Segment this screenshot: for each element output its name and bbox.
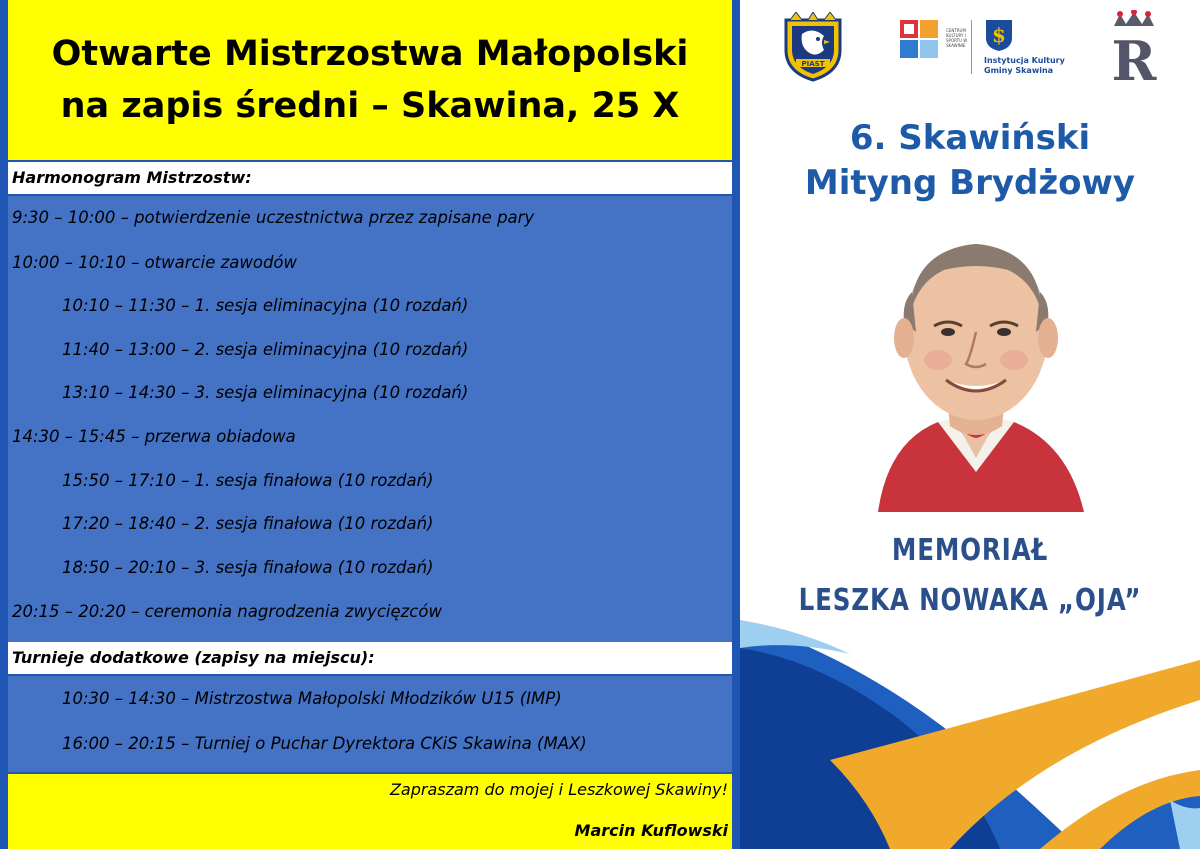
r-crest-icon: [1106, 10, 1162, 86]
ik-label-line-2: Gminy Skawina: [984, 66, 1054, 75]
signature-text: Marcin Kuflowski: [574, 821, 728, 840]
schedule-item: 20:15 – 20:20 – ceremonia nagrodzenia zwycięzców: [12, 602, 442, 621]
ckis-logo-icon: [898, 18, 974, 78]
extra-list: [8, 676, 732, 772]
schedule-header: Harmonogram Mistrzostw:: [8, 162, 732, 194]
mityng-heading-line-1: 6. Skawiński: [849, 118, 1091, 158]
schedule-item: 13:10 – 14:30 – 3. sesja eliminacyjna (10 rozdań): [62, 383, 469, 402]
r-letter: R: [1111, 29, 1157, 86]
schedule-item: 11:40 – 13:00 – 2. sesja eliminacyjna (10 rozdań): [62, 340, 469, 359]
schedule-item: 14:30 – 15:45 – przerwa obiadowa: [12, 427, 296, 446]
title-box: [8, 0, 732, 160]
schedule-item: 15:50 – 17:10 – 1. sesja finałowa (10 rozdań): [62, 471, 434, 490]
extra-item: 10:30 – 14:30 – Mistrzostwa Małopolski Młodzików U15 (IMP): [62, 689, 562, 708]
instytucja-kultury-logo-icon: [984, 18, 1074, 78]
svg-text:$: $: [992, 23, 1006, 47]
memorial-line-1: MEMORIAŁ: [891, 533, 1049, 568]
schedule-item: 10:00 – 10:10 – otwarcie zawodów: [12, 253, 298, 272]
footer-box: [8, 774, 732, 849]
invite-text: Zapraszam do mojej i Leszkowej Skawiny!: [389, 780, 728, 799]
piast-crest-icon: [780, 12, 846, 82]
schedule-list: [8, 196, 732, 642]
decorative-waves: [740, 600, 1200, 849]
piast-label: PIAST: [801, 60, 825, 68]
schedule-item: 17:20 – 18:40 – 2. sesja finałowa (10 rozdań): [62, 514, 434, 533]
mityng-heading-line-2: Mityng Brydżowy: [804, 163, 1136, 203]
poster-panel: [740, 0, 1200, 849]
extra-header: Turnieje dodatkowe (zapisy na miejscu):: [8, 642, 732, 674]
logo-divider: [971, 20, 972, 74]
memorial-line-2: LESZKA NOWAKA „OJA”: [798, 583, 1142, 618]
schedule-item: 9:30 – 10:00 – potwierdzenie uczestnictwa przez zapisane pary: [12, 208, 535, 227]
portrait-illustration: [858, 222, 1094, 512]
title-line-1: Otwarte Mistrzostwa Małopolski: [51, 34, 689, 74]
schedule-item: 18:50 – 20:10 – 3. sesja finałowa (10 rozdań): [62, 558, 434, 577]
extra-item: 16:00 – 20:15 – Turniej o Puchar Dyrektora CKiS Skawina (MAX): [62, 734, 587, 753]
ik-label-line-1: Instytucja Kultury: [984, 56, 1065, 65]
title-line-2: na zapis średni – Skawina, 25 X: [60, 86, 680, 126]
schedule-item: 10:10 – 11:30 – 1. sesja eliminacyjna (10 rozdań): [62, 296, 469, 315]
ckis-label: CENTRUM KULTURY I SPORTU W SKAWINIE: [946, 28, 968, 48]
